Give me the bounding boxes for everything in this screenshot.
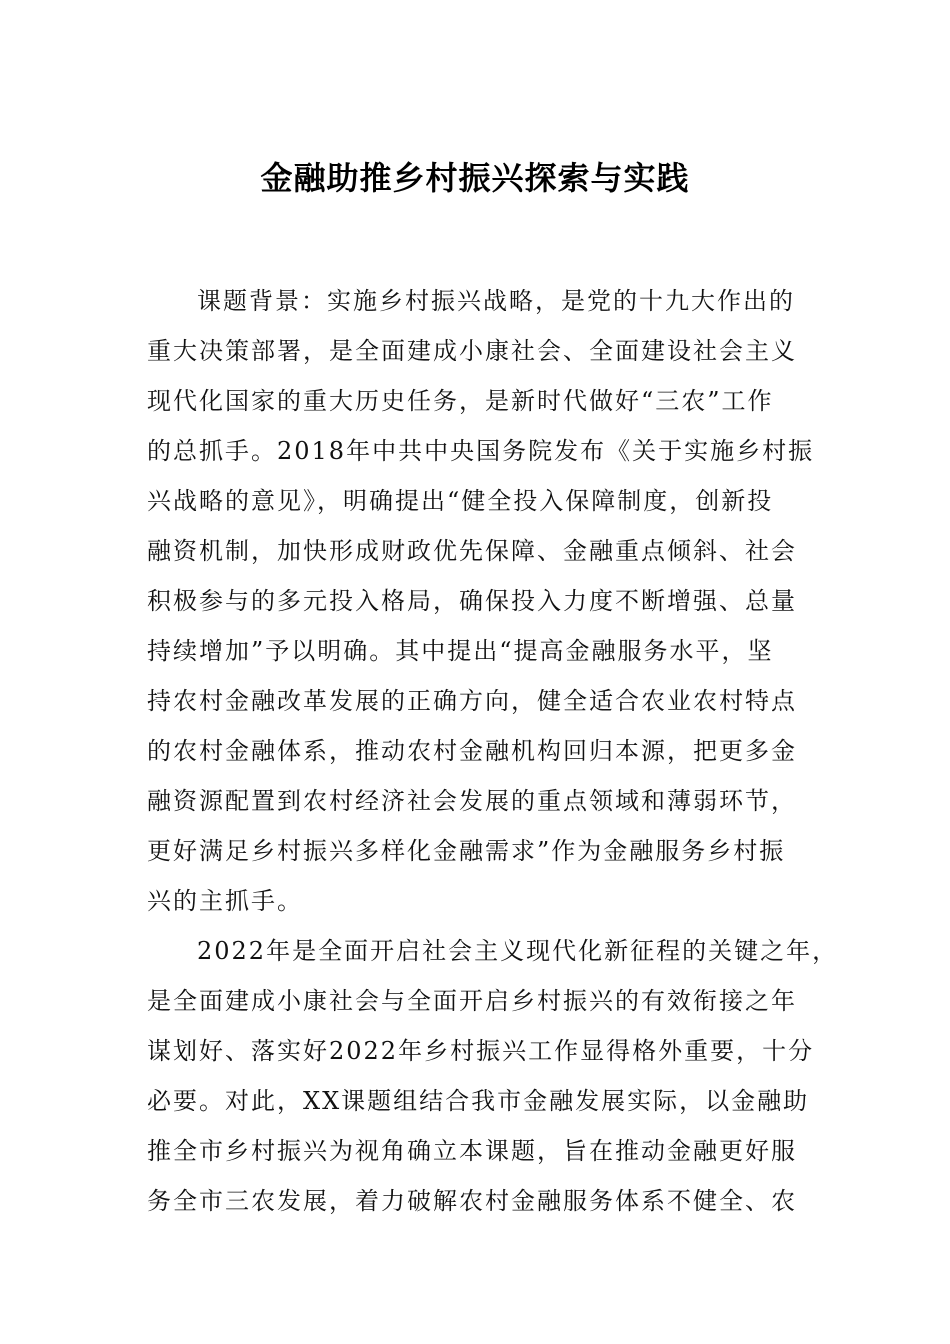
paragraph-1-line: 兴战略的意见》，明确提出“健全投入保障制度，创新投 (147, 487, 774, 515)
paragraph-2-line: 2022年是全面开启社会主义现代化新征程的关键之年， (197, 937, 839, 965)
paragraph-1-line: 现代化国家的重大历史任务，是新时代做好“三农”工作 (147, 387, 774, 415)
paragraph-1-line: 持续增加”予以明确。其中提出“提高金融服务水平，坚 (147, 637, 774, 665)
paragraph-2-line: 谋划好、落实好2022年乡村振兴工作显得格外重要，十分 (147, 1037, 815, 1065)
document-title: 金融助推乡村振兴探索与实践 (260, 159, 690, 197)
paragraph-1-line: 融资机制，加快形成财政优先保障、金融重点倾斜、社会 (147, 537, 797, 565)
paragraph-1-line: 持农村金融改革发展的正确方向，健全适合农业农村特点 (147, 687, 797, 715)
paragraph-2-line: 是全面建成小康社会与全面开启乡村振兴的有效衔接之年 (147, 987, 797, 1015)
paragraph-1-line: 的总抓手。2018年中共中央国务院发布《关于实施乡村振 (147, 437, 815, 465)
paragraph-1-line: 课题背景：实施乡村振兴战略，是党的十九大作出的 (197, 287, 795, 315)
paragraph-1-line: 重大决策部署，是全面建成小康社会、全面建设社会主义 (147, 337, 797, 365)
document-body (147, 276, 839, 1226)
paragraph-1-line: 积极参与的多元投入格局，确保投入力度不断增强、总量 (147, 587, 797, 615)
paragraph-1-line: 兴的主抓手。 (147, 887, 303, 915)
paragraph-1-line: 融资源配置到农村经济社会发展的重点领域和薄弱环节， (147, 787, 797, 815)
paragraph-1-line: 更好满足乡村振兴多样化金融需求”作为金融服务乡村振 (147, 837, 786, 865)
paragraph-2-line: 必要。对此，XX课题组结合我市金融发展实际，以金融助 (147, 1087, 810, 1115)
paragraph-1-line: 的农村金融体系，推动农村金融机构回归本源，把更多金 (147, 737, 797, 765)
paragraph-2-line: 务全市三农发展，着力破解农村金融服务体系不健全、农 (147, 1187, 797, 1215)
paragraph-2-line: 推全市乡村振兴为视角确立本课题，旨在推动金融更好服 (147, 1137, 797, 1165)
